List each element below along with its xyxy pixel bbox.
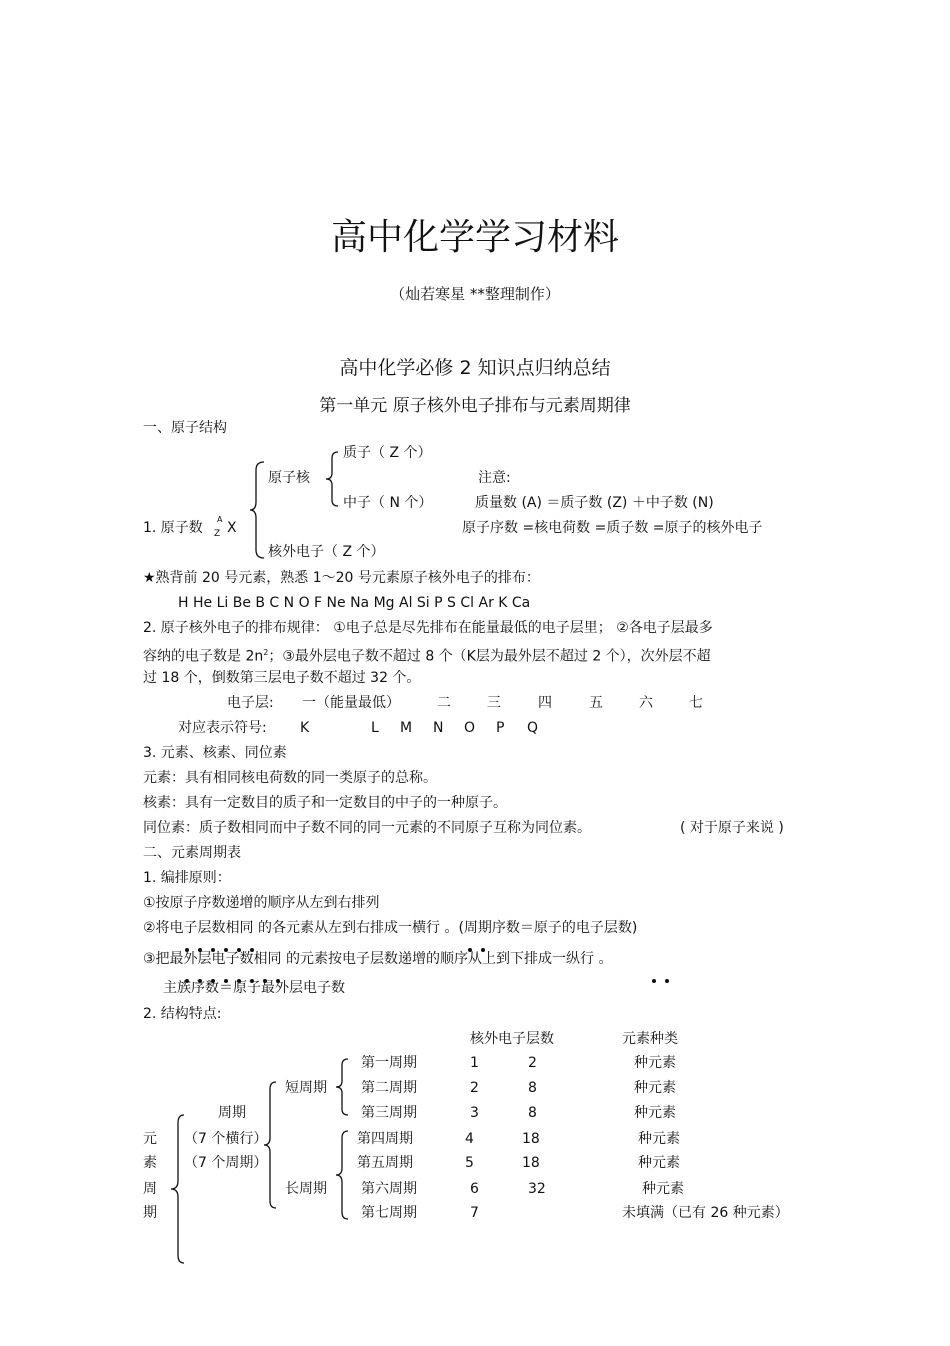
atomic-number-note: 原子序数 =核电荷数 =质子数 =原子的核外电子: [462, 520, 763, 536]
period-2-unit: 种元素: [634, 1080, 676, 1096]
main-group-rule: 主族序数＝原子最外层电子数: [163, 980, 345, 996]
short-period-brace: [336, 1058, 352, 1116]
proton-label: 质子（ Z 个）: [343, 445, 432, 461]
shell-6: 六: [639, 695, 653, 711]
page-subtitle: （灿若寒星 **整理制作）: [390, 285, 560, 303]
period-3-name: 第三周期: [361, 1105, 417, 1121]
rule-line-2: 容纳的电子数是 $2n^2$；③最外层电子数不超过 8 个（K层为最外层不超过 2 个），次外层不超: [143, 648, 711, 665]
period-3-shells: 3: [470, 1105, 479, 1121]
col-shells-header: 核外电子层数: [470, 1031, 554, 1047]
period-7-unit: 未填满（已有 26 种元素）: [622, 1205, 789, 1221]
def-nuclide: 核素：具有一定数目的质子和一定数目的中子的一种原子。: [143, 795, 507, 811]
section-heading: 高中化学必修 2 知识点归纳总结: [339, 357, 611, 379]
col-kinds-header: 元素种类: [622, 1031, 678, 1047]
period-2-shells: 2: [470, 1080, 479, 1096]
emphasis-dots: [185, 937, 263, 945]
symbol-o: O: [464, 720, 476, 736]
structure-title: 2. 结构特点:: [143, 1006, 222, 1022]
period-1-shells: 1: [470, 1055, 479, 1071]
symbol-n: N: [433, 720, 444, 736]
rule-line-1: 2. 原子核外电子的排布规律： ①电子总是尽先排布在能量最低的电子层里； ②各电子层最多: [143, 620, 713, 636]
shell-1: 一（能量最低）: [302, 695, 400, 711]
period-1-unit: 种元素: [634, 1055, 676, 1071]
side-char: 周: [143, 1181, 157, 1197]
symbol-m: M: [400, 720, 413, 736]
arrangement-rule-2: ②将电子层数相同 的各元素从左到右排成一横行 。(周期序数＝原子的电子层数): [143, 920, 638, 936]
element-list: H He Li Be B C N O F Ne Na Mg Al Si P S Cl Ar K Ca: [178, 595, 531, 611]
symbol-q: Q: [527, 720, 539, 736]
atomic-number-symbol: Z: [214, 529, 221, 539]
periods-label: （7 个周期）: [184, 1155, 268, 1171]
atom-label: 1. 原子数: [143, 520, 203, 536]
emphasis-dots: [468, 937, 494, 945]
rows-label: （7 个横行）: [184, 1131, 268, 1147]
side-char: 素: [143, 1155, 157, 1171]
iso-title: 3. 元素、核素、同位素: [143, 745, 287, 761]
shell-7: 七: [689, 695, 703, 711]
short-period-label: 短周期: [285, 1080, 327, 1096]
nucleus-label: 原子核: [268, 470, 310, 486]
shell-4: 四: [538, 695, 552, 711]
sec2-title: 二、元素周期表: [143, 845, 241, 861]
def-isotope: 同位素：质子数相同而中子数不同的同一元素的不同原子互称为同位素。: [143, 820, 591, 836]
period-5-name: 第五周期: [357, 1155, 413, 1171]
shell-3: 三: [487, 695, 501, 711]
period-2-count: 8: [528, 1080, 537, 1096]
electron-label: 核外电子（ Z 个）: [268, 544, 385, 560]
period-3-count: 8: [528, 1105, 537, 1121]
element-symbol: X: [227, 520, 237, 536]
unit-title: 第一单元 原子核外电子排布与元素周期律: [319, 396, 631, 416]
period-5-shells: 5: [465, 1155, 474, 1171]
symbol-label: 对应表示符号:: [178, 720, 267, 736]
period-4-name: 第四周期: [357, 1131, 413, 1147]
emphasis-dots: [652, 968, 678, 976]
symbol-l: L: [371, 720, 379, 736]
arrangement-rule-1: ①按原子序数递增的顺序从左到右排列: [143, 895, 380, 911]
shell-5: 五: [589, 695, 603, 711]
period-3-unit: 种元素: [634, 1105, 676, 1121]
side-char: 元: [143, 1131, 157, 1147]
nucleus-brace: [326, 451, 342, 507]
period-5-count: 18: [522, 1155, 540, 1171]
long-period-label: 长周期: [285, 1181, 327, 1197]
atom-brace: [250, 460, 270, 560]
period-4-unit: 种元素: [638, 1131, 680, 1147]
arrangement-rule-3: ③把最外层电子数相同 的元素按电子层数递增的顺序从上到下排成一纵行 。: [143, 951, 613, 967]
period-4-count: 18: [522, 1131, 540, 1147]
side-char: 期: [143, 1205, 157, 1221]
page-title: 高中化学学习材料: [330, 217, 619, 258]
neutron-label: 中子（ N 个）: [343, 495, 433, 511]
def-isotope-note: ( 对于原子来说 ): [680, 820, 784, 836]
period-4-shells: 4: [465, 1131, 474, 1147]
symbol-k: K: [300, 720, 310, 736]
period-5-unit: 种元素: [638, 1155, 680, 1171]
period-6-shells: 6: [470, 1181, 479, 1197]
emphasis-dots: [185, 968, 289, 976]
sec1-title: 一、原子结构: [143, 420, 227, 436]
mass-number-symbol: A: [217, 515, 223, 524]
period-6-unit: 种元素: [642, 1181, 684, 1197]
def-element: 元素：具有相同核电荷数的同一类原子的总称。: [143, 770, 437, 786]
mass-number-note: 质量数 (A) ＝质子数 (Z) ＋中子数 (N): [475, 495, 714, 511]
period-1-count: 2: [528, 1055, 537, 1071]
shell-2: 二: [437, 695, 451, 711]
arrangement-title: 1. 编排原则：: [143, 870, 231, 886]
period-2-name: 第二周期: [361, 1080, 417, 1096]
shell-label: 电子层:: [227, 695, 274, 711]
memorize-line: ★熟背前 20 号元素，熟悉 1～20 号元素原子核外电子的排布：: [143, 570, 540, 586]
rule-line-3: 过 18 个，倒数第三层电子数不超过 32 个。: [143, 670, 421, 686]
long-period-brace: [336, 1130, 352, 1220]
symbol-p: P: [496, 720, 505, 736]
period-7-name: 第七周期: [361, 1205, 417, 1221]
period-1-name: 第一周期: [361, 1055, 417, 1071]
period-6-name: 第六周期: [361, 1181, 417, 1197]
period-label: 周期: [218, 1105, 246, 1121]
period-6-count: 32: [528, 1181, 546, 1197]
period-7-shells: 7: [470, 1205, 479, 1221]
note-label: 注意:: [478, 470, 511, 486]
